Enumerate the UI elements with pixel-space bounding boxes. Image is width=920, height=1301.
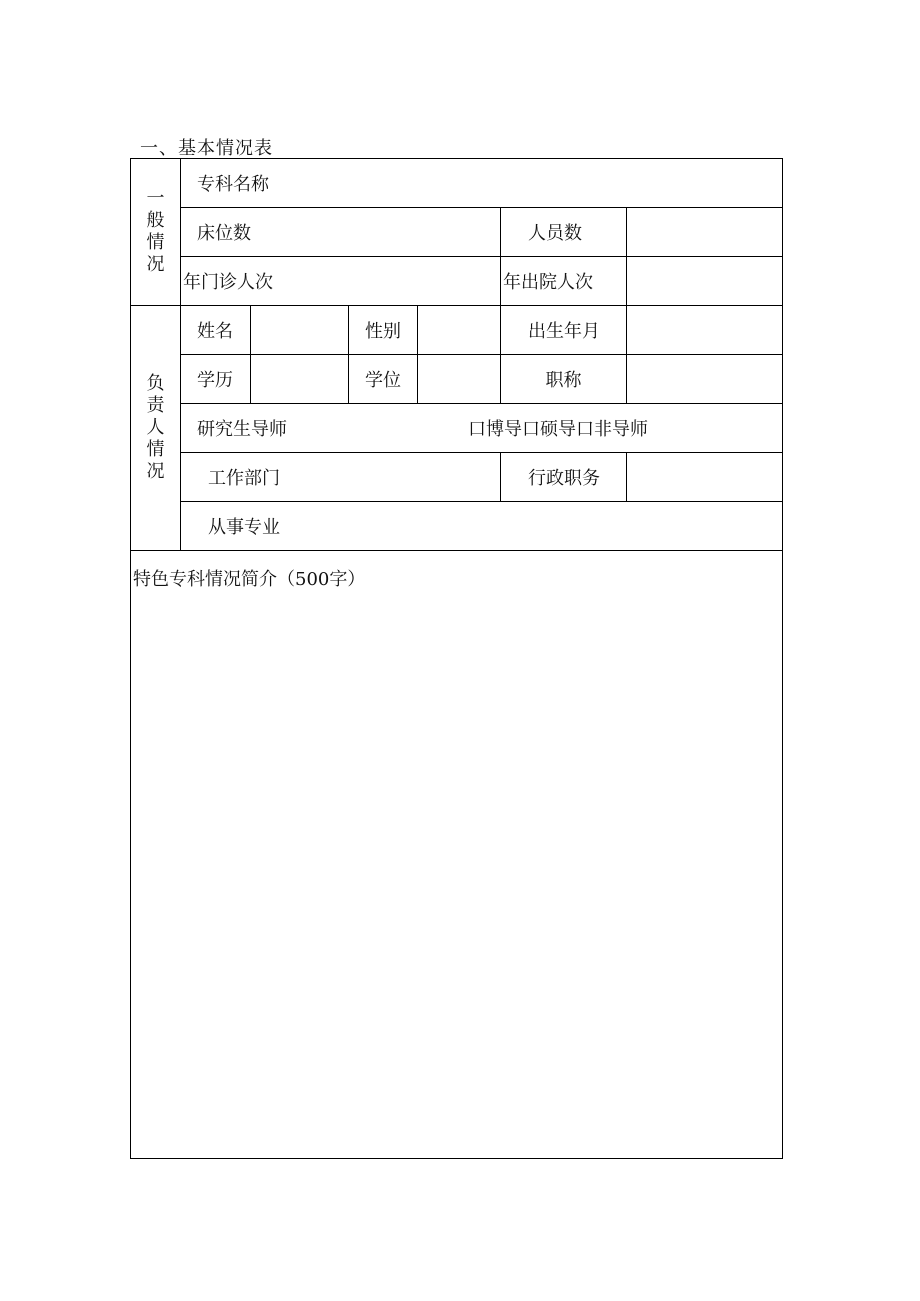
specialty-field-cell[interactable] [181, 502, 783, 551]
position-label: 行政职务 [501, 453, 627, 502]
birth-label: 出生年月 [501, 306, 627, 355]
supervisor-options[interactable]: 口博导口硕导口非导师 [468, 419, 649, 440]
staff-value-cell[interactable] [627, 208, 783, 257]
specialty-name-cell[interactable] [181, 159, 783, 208]
name-label: 姓名 [181, 306, 251, 355]
beds-label: 床位数 [197, 223, 251, 244]
beds-cell[interactable] [181, 208, 501, 257]
intro-label: 特色专科情况简介（500字） [133, 569, 366, 590]
outpatient-cell[interactable] [181, 257, 501, 306]
specialty-name-label: 专科名称 [197, 174, 269, 195]
gender-label: 性别 [349, 306, 418, 355]
staff-label: 人员数 [501, 208, 627, 257]
basic-info-table [130, 158, 783, 1159]
discharge-label: 年出院人次 [501, 257, 627, 306]
degree-label: 学位 [349, 355, 418, 404]
gender-value-cell[interactable] [418, 306, 501, 355]
general-section-label: 一 般 情 况 [131, 159, 181, 306]
outpatient-label: 年门诊人次 [183, 272, 273, 293]
department-cell[interactable] [181, 453, 501, 502]
birth-value-cell[interactable] [627, 306, 783, 355]
education-label: 学历 [181, 355, 251, 404]
title-value-cell[interactable] [627, 355, 783, 404]
supervisor-cell[interactable] [181, 404, 783, 453]
intro-cell[interactable] [131, 551, 783, 1159]
position-value-cell[interactable] [627, 453, 783, 502]
specialty-field-label: 从事专业 [208, 517, 280, 538]
discharge-value-cell[interactable] [627, 257, 783, 306]
name-value-cell[interactable] [251, 306, 349, 355]
supervisor-label: 研究生导师 [197, 419, 287, 440]
title-label: 职称 [501, 355, 627, 404]
section-heading: 一、基本情况表 [140, 138, 273, 159]
degree-value-cell[interactable] [418, 355, 501, 404]
education-value-cell[interactable] [251, 355, 349, 404]
leader-section-label: 负 责 人 情 况 [131, 306, 181, 551]
department-label: 工作部门 [208, 468, 280, 489]
